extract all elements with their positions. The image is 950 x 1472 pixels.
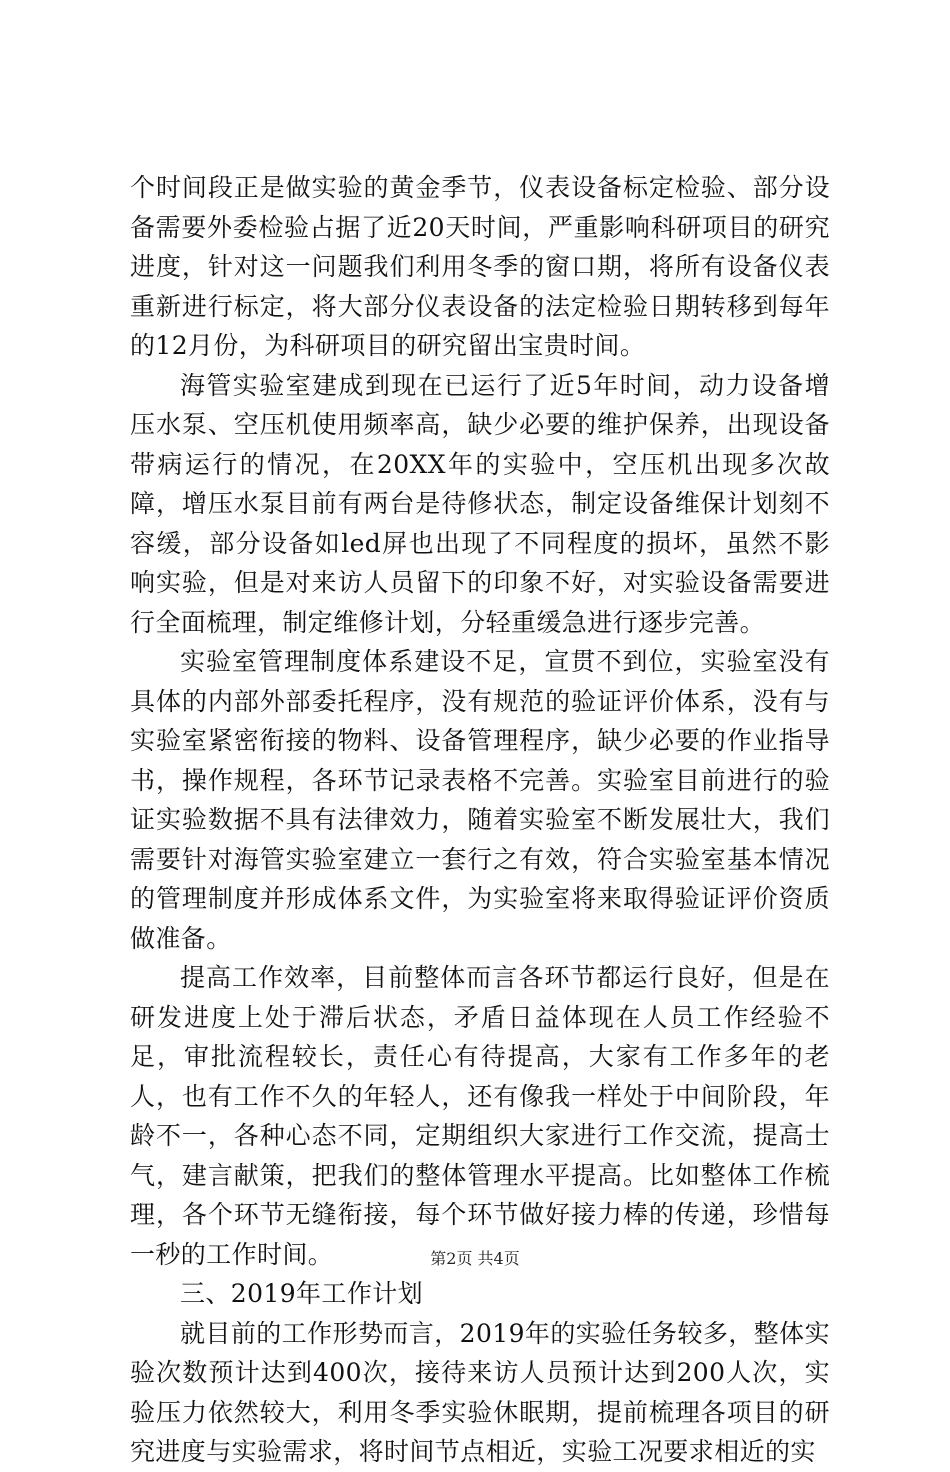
paragraph-continuation: 个时间段正是做实验的黄金季节，仪表设备标定检验、部分设备需要外委检验占据了近20天时间，严重影响科研项目的研究进度，针对这一问题我们利用冬季的窗口期，将所有设备仪表重新进行标定，将大部分仪表设备的法定检验日期转移到每年的12月份，为科研项目的研究留出宝贵时间。 bbox=[130, 173, 830, 360]
page-number-footer: 第2页 共4页 bbox=[430, 1249, 520, 1268]
paragraph-equipment-maintenance: 海管实验室建成到现在已运行了近5年时间，动力设备增压水泵、空压机使用频率高，缺少必要的维护保养，出现设备带病运行的情况，在20XX年的实验中，空压机出现多次故障，增压水泵目前有两台是待修状态，制定设备维保计划刻不容缓，部分设备如led屏也出现了不同程度的损坏，虽然不影响实验，但是对来访人员留下的印象不好，对实验设备需要进行全面梳理，制定维修计划，分轻重缓急进行逐步完善。 bbox=[130, 370, 830, 637]
document-body bbox=[130, 168, 830, 1472]
paragraph-management-system: 实验室管理制度体系建设不足，宣贯不到位，实验室没有具体的内部外部委托程序，没有规范的验证评价体系，没有与实验室紧密衔接的物料、设备管理程序，缺少必要的作业指导书，操作规程，各环节记录表格不完善。实验室目前进行的验证实验数据不具有法律效力，随着实验室不断发展壮大，我们需要针对海管实验室建立一套行之有效，符合实验室基本情况的管理制度并形成体系文件，为实验室将来取得验证评价资质做准备。 bbox=[130, 647, 830, 953]
paragraph-work-efficiency: 提高工作效率，目前整体而言各环节都运行良好，但是在研发进度上处于滞后状态，矛盾日益体现在人员工作经验不足，审批流程较长，责任心有待提高，大家有工作多年的老人，也有工作不久的年轻人，还有像我一样处于中间阶段，年龄不一，各种心态不同，定期组织大家进行工作交流，提高士气，建言献策，把我们的整体管理水平提高。比如整体工作梳理，各个环节无缝衔接，每个环节做好接力棒的传递，珍惜每一秒的工作时间。 bbox=[130, 963, 830, 1269]
section-heading-work-plan: 三、2019年工作计划 bbox=[180, 1279, 424, 1308]
paragraph-work-plan: 就目前的工作形势而言，2019年的实验任务较多，整体实验次数预计达到400次，接待来访人员预计达到200人次，实验压力依然较大，利用冬季实验休眠期，提前梳理各项目的研究进度与实验需求，将时间节点相近，实验工况要求相近的实 bbox=[130, 1318, 830, 1466]
